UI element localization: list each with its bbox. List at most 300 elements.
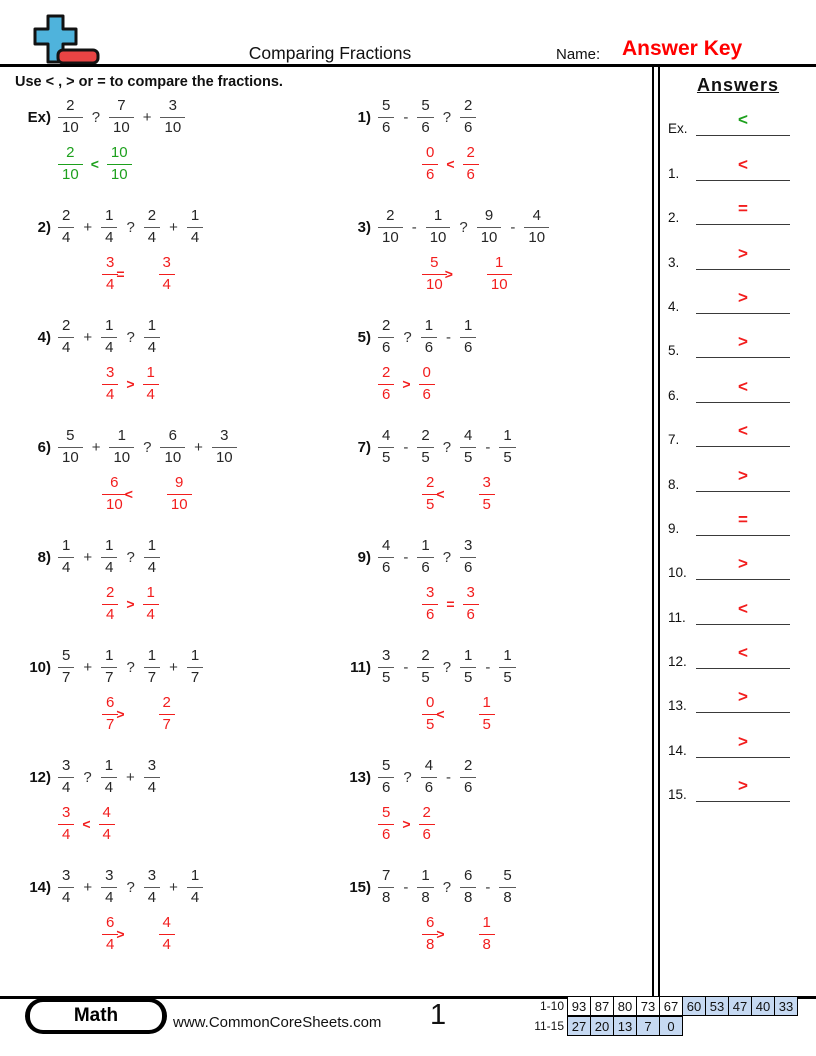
score-cell: 73 [636,996,660,1016]
fraction-denominator: 10 [170,495,188,513]
fraction-denominator: 4 [102,825,111,843]
fraction-denominator: 5 [382,448,391,466]
fraction-denominator: 6 [422,385,431,403]
fraction-numerator: 4 [378,428,394,448]
fraction-numerator: 1 [58,538,74,558]
fraction [378,758,394,796]
fraction [101,758,117,796]
answer-value: < [738,598,748,618]
operator: ? [459,218,468,236]
fraction [378,98,394,136]
score-cell: 27 [567,1016,591,1036]
fraction-denominator: 4 [106,385,115,403]
score-row [524,996,798,1016]
score-cell: 67 [659,996,683,1016]
fraction-numerator: 1 [101,538,117,558]
answer-label: 5. [668,343,680,359]
fraction-numerator: 1 [499,428,515,448]
fraction-denominator: 8 [464,888,473,906]
answer-value: > [738,731,748,751]
fraction [479,915,495,953]
fraction-numerator: 3 [101,868,117,888]
fraction-denominator: 6 [382,825,391,843]
problem-label: 9) [357,548,371,566]
fraction-denominator: 6 [382,558,391,576]
fraction-numerator: 9 [477,208,502,228]
work-line [422,255,653,293]
score-table [524,996,798,1036]
problem-expression [25,868,345,906]
comparison-symbol: < [82,816,91,832]
work-line [58,805,345,843]
comparison-symbol: > [116,926,125,942]
score-cell: 87 [590,996,614,1016]
operator: - [403,438,409,456]
fraction-denominator: 5 [426,715,435,733]
answer-blank-line [696,775,790,802]
fraction-numerator: 2 [460,98,476,118]
fraction [422,585,438,623]
fraction [101,868,117,906]
fraction [463,585,479,623]
problem-label: 3) [357,218,371,236]
page-number: 1 [430,999,447,1031]
work-line [422,585,653,623]
answer-label: 13. [668,698,687,714]
score-cell: 13 [613,1016,637,1036]
answers-header: Answers [696,75,780,95]
fraction [460,538,476,576]
fraction-denominator: 4 [104,778,114,796]
answer-row [660,362,816,406]
score-cell: 60 [682,996,706,1016]
fraction [143,365,159,403]
fraction [378,428,394,466]
operator: + [91,438,101,456]
work-line [422,475,653,513]
score-cell: 40 [751,996,775,1016]
fraction-numerator: 1 [144,538,160,558]
math-badge [25,998,167,1034]
fraction-numerator: 4 [378,538,394,558]
answer-value: > [738,287,748,307]
fraction [58,758,74,796]
fraction-numerator: 3 [160,98,185,118]
fraction-denominator: 4 [62,825,71,843]
fraction-denominator: 10 [164,118,182,136]
fraction-numerator: 2 [460,758,476,778]
fraction-denominator: 10 [106,495,123,513]
score-row [524,1016,798,1036]
fraction-numerator: 3 [144,868,160,888]
answer-label: 2. [668,210,680,226]
fraction-denominator: 10 [426,275,443,293]
operator: ? [403,768,412,786]
problem-block [345,208,653,318]
fraction-numerator: 1 [417,538,433,558]
fraction-numerator: 1 [421,318,437,338]
fraction [58,538,74,576]
work-line [102,915,345,953]
answer-value: < [738,376,748,396]
fraction-numerator: 1 [187,868,203,888]
fraction [499,868,515,906]
fraction-numerator: 6 [160,428,185,448]
problem-block [345,868,653,978]
fraction [378,648,394,686]
problem-expression [25,318,345,356]
fraction [417,538,433,576]
fraction [58,428,83,466]
problem-block [25,318,345,428]
answer-blank-line [696,198,790,225]
fraction-numerator: 1 [187,208,203,228]
fraction-numerator: 4 [159,915,175,935]
fraction-numerator: 1 [487,255,512,275]
fraction [460,758,476,796]
fraction-numerator: 2 [419,805,435,825]
fraction-numerator: 2 [58,145,83,165]
page-title: Comparing Fractions [248,43,412,63]
fraction-denominator: 7 [147,668,157,686]
fraction-denominator: 4 [147,558,157,576]
answer-blank-line [696,376,790,403]
answers-column-divider [652,66,660,997]
fraction-numerator: 0 [419,365,435,385]
fraction [143,585,159,623]
fraction-denominator: 6 [382,778,391,796]
problem-expression [25,208,345,246]
fraction [417,98,433,136]
fraction-denominator: 10 [110,165,128,183]
answer-label: 7. [668,432,680,448]
fraction [167,475,192,513]
operator: + [169,658,178,676]
fraction-denominator: 4 [146,605,155,623]
answer-label: 3. [668,254,680,270]
fraction-numerator: 3 [378,648,394,668]
fraction-denominator: 10 [62,165,79,183]
problem-block [345,648,653,758]
fraction-numerator: 0 [422,145,438,165]
fraction-denominator: 4 [190,888,200,906]
fraction [460,648,476,686]
fraction [463,145,479,183]
fraction-denominator: 6 [382,118,391,136]
operator: ? [126,878,135,896]
answer-value: = [738,199,748,219]
problem-expression [25,428,345,466]
answer-key-text: Answer Key [622,37,743,60]
fraction-numerator: 1 [499,648,515,668]
answer-label: 1. [668,165,680,181]
fraction-numerator: 4 [460,428,476,448]
work-line [102,475,345,513]
fraction-numerator: 6 [102,695,118,715]
fraction-numerator: 4 [99,805,115,825]
answer-blank-line [696,331,790,358]
fraction [109,428,134,466]
fraction-denominator: 10 [429,228,447,246]
fraction-denominator: 10 [62,118,79,136]
fraction-denominator: 4 [147,338,157,356]
fraction-numerator: 2 [159,695,175,715]
work-line [378,805,653,843]
fraction-denominator: 4 [162,275,171,293]
problem-label: Ex) [27,108,51,126]
answer-blank-line [696,287,790,314]
fraction-numerator: 0 [422,695,438,715]
fraction [58,805,74,843]
fraction-denominator: 4 [105,338,114,356]
work-line [422,145,653,183]
fraction [187,648,203,686]
operator: ? [442,658,452,676]
fraction-numerator: 1 [144,648,160,668]
answer-label: 4. [668,298,680,314]
answer-label: 15. [668,787,687,803]
fraction [479,475,495,513]
answer-value: < [738,154,748,174]
problem-expression [345,428,653,466]
fraction-numerator: 1 [101,648,117,668]
fraction [487,255,512,293]
fraction [58,868,74,906]
fraction-denominator: 4 [162,935,171,953]
fraction-numerator: 5 [417,98,433,118]
fraction-numerator: 6 [422,915,438,935]
fraction-denominator: 5 [426,495,435,513]
fraction [187,868,203,906]
fraction-numerator: 1 [143,365,159,385]
problem-block [345,758,653,868]
fraction-denominator: 5 [464,668,473,686]
problem-label: 14) [29,878,51,896]
operator: ? [83,768,92,786]
operator: - [446,328,452,346]
operator: ? [126,658,135,676]
fraction-numerator: 3 [422,585,438,605]
operator: - [403,658,409,676]
fraction [378,208,403,246]
answer-blank-line [696,465,790,492]
problem-label: 11) [350,658,371,676]
work-line [58,145,345,183]
fraction-numerator: 5 [499,868,515,888]
fraction [159,695,175,733]
fraction [378,365,394,403]
operator: + [83,878,93,896]
answer-label: 8. [668,476,680,492]
comparison-symbol: > [444,266,453,282]
fraction-denominator: 10 [382,228,399,246]
fraction-denominator: 6 [382,338,391,356]
comparison-symbol: > [436,926,445,942]
fraction-denominator: 6 [466,605,475,623]
answer-row [660,318,816,362]
fraction-numerator: 2 [463,145,479,165]
problem-label: 6) [37,438,51,456]
fraction-denominator: 10 [113,448,131,466]
operator: + [83,548,93,566]
operator: - [403,108,409,126]
fraction [144,868,160,906]
fraction-numerator: 3 [212,428,237,448]
fraction-denominator: 5 [482,715,491,733]
fraction [101,318,117,356]
answer-blank-line [696,553,790,580]
fraction-numerator: 5 [58,648,74,668]
answer-row [660,717,816,761]
comparison-symbol: < [90,156,99,172]
problem-label: 4) [37,328,51,346]
fraction [58,318,74,356]
operator: + [83,658,93,676]
fraction [460,428,476,466]
fraction-denominator: 4 [106,935,115,953]
fraction-denominator: 10 [113,118,130,136]
fraction [187,208,203,246]
fraction [99,805,115,843]
operator: + [142,108,152,126]
answer-blank-line [696,731,790,758]
fraction [421,318,437,356]
problem-block [345,98,653,208]
fraction [58,145,83,183]
answer-value: < [738,643,748,663]
fraction-denominator: 6 [426,165,435,183]
answer-label: 10. [668,565,687,581]
answer-blank-line [696,509,790,536]
fraction [499,648,515,686]
answer-row [660,584,816,628]
operator: - [485,438,491,456]
fraction [378,805,394,843]
problem-expression [345,318,653,356]
fraction [460,318,476,356]
fraction-numerator: 2 [378,318,394,338]
operator: - [510,218,516,236]
problem-block [345,318,653,428]
problem-label: 15) [349,878,371,896]
fraction [419,365,435,403]
fraction [107,145,132,183]
fraction-numerator: 2 [378,208,403,228]
fraction-denominator: 7 [162,715,171,733]
answers-list [660,96,816,806]
operator: + [83,218,93,236]
fraction [102,365,118,403]
fraction [417,428,433,466]
fraction-denominator: 10 [528,228,546,246]
fraction [160,98,185,136]
fraction-numerator: 3 [460,538,476,558]
fraction-numerator: 1 [143,585,159,605]
operator: ? [442,878,452,896]
answer-value: > [738,332,748,352]
fraction [144,648,160,686]
answer-label: 9. [668,520,680,536]
operator: - [403,548,409,566]
fraction [378,868,394,906]
fraction [499,428,515,466]
problem-block [25,98,345,208]
fraction-denominator: 4 [147,228,157,246]
problem-label: 1) [357,108,371,126]
fraction-numerator: 5 [58,428,83,448]
fraction-denominator: 6 [422,825,431,843]
answer-label: 12. [668,654,687,670]
fraction-numerator: 2 [58,208,74,228]
fraction [477,208,502,246]
fraction [378,318,394,356]
fraction [479,695,495,733]
fraction-denominator: 8 [382,888,391,906]
fraction-denominator: 4 [106,275,115,293]
score-cell: 20 [590,1016,614,1036]
fraction-numerator: 2 [417,428,433,448]
fraction-denominator: 4 [62,778,71,796]
operator: ? [442,108,452,126]
fraction-numerator: 2 [102,585,118,605]
fraction-denominator: 10 [480,228,498,246]
comparison-symbol: = [446,596,455,612]
work-line [102,255,345,293]
fraction [212,428,237,466]
answer-row [660,407,816,451]
problem-expression [345,208,653,246]
operator: + [83,328,93,346]
work-line [422,915,653,953]
fraction-numerator: 2 [58,98,83,118]
fraction-numerator: 1 [109,428,134,448]
operator: + [126,768,135,786]
fraction-numerator: 7 [378,868,394,888]
comparison-symbol: > [126,596,135,612]
fraction-numerator: 1 [426,208,451,228]
fraction [378,538,394,576]
fraction-denominator: 4 [190,228,200,246]
fraction-numerator: 3 [102,255,118,275]
fraction [159,255,175,293]
fraction [422,255,447,293]
problem-block [25,538,345,648]
operator: - [403,878,409,896]
fraction [102,475,127,513]
fraction-denominator: 4 [105,228,114,246]
fraction-numerator: 9 [167,475,192,495]
fraction [144,758,160,796]
instruction-text: Use < , > or = to compare the fractions. [15,74,283,90]
fraction-denominator: 8 [482,935,491,953]
score-row-label: 11-15 [534,1019,564,1033]
fraction-numerator: 2 [417,648,433,668]
fraction [417,868,433,906]
fraction-denominator: 7 [106,715,115,733]
site-url: www.CommonCoreSheets.com [173,1014,382,1031]
fraction-numerator: 6 [102,475,127,495]
fraction-denominator: 6 [464,778,473,796]
fraction-numerator: 5 [378,805,394,825]
fraction [417,648,433,686]
comparison-symbol: > [402,376,411,392]
fraction-denominator: 8 [426,935,435,953]
problem-label: 10) [29,658,51,676]
fraction-denominator: 4 [62,558,71,576]
fraction-denominator: 6 [421,558,430,576]
fraction-denominator: 6 [424,778,434,796]
fraction-numerator: 1 [101,318,117,338]
